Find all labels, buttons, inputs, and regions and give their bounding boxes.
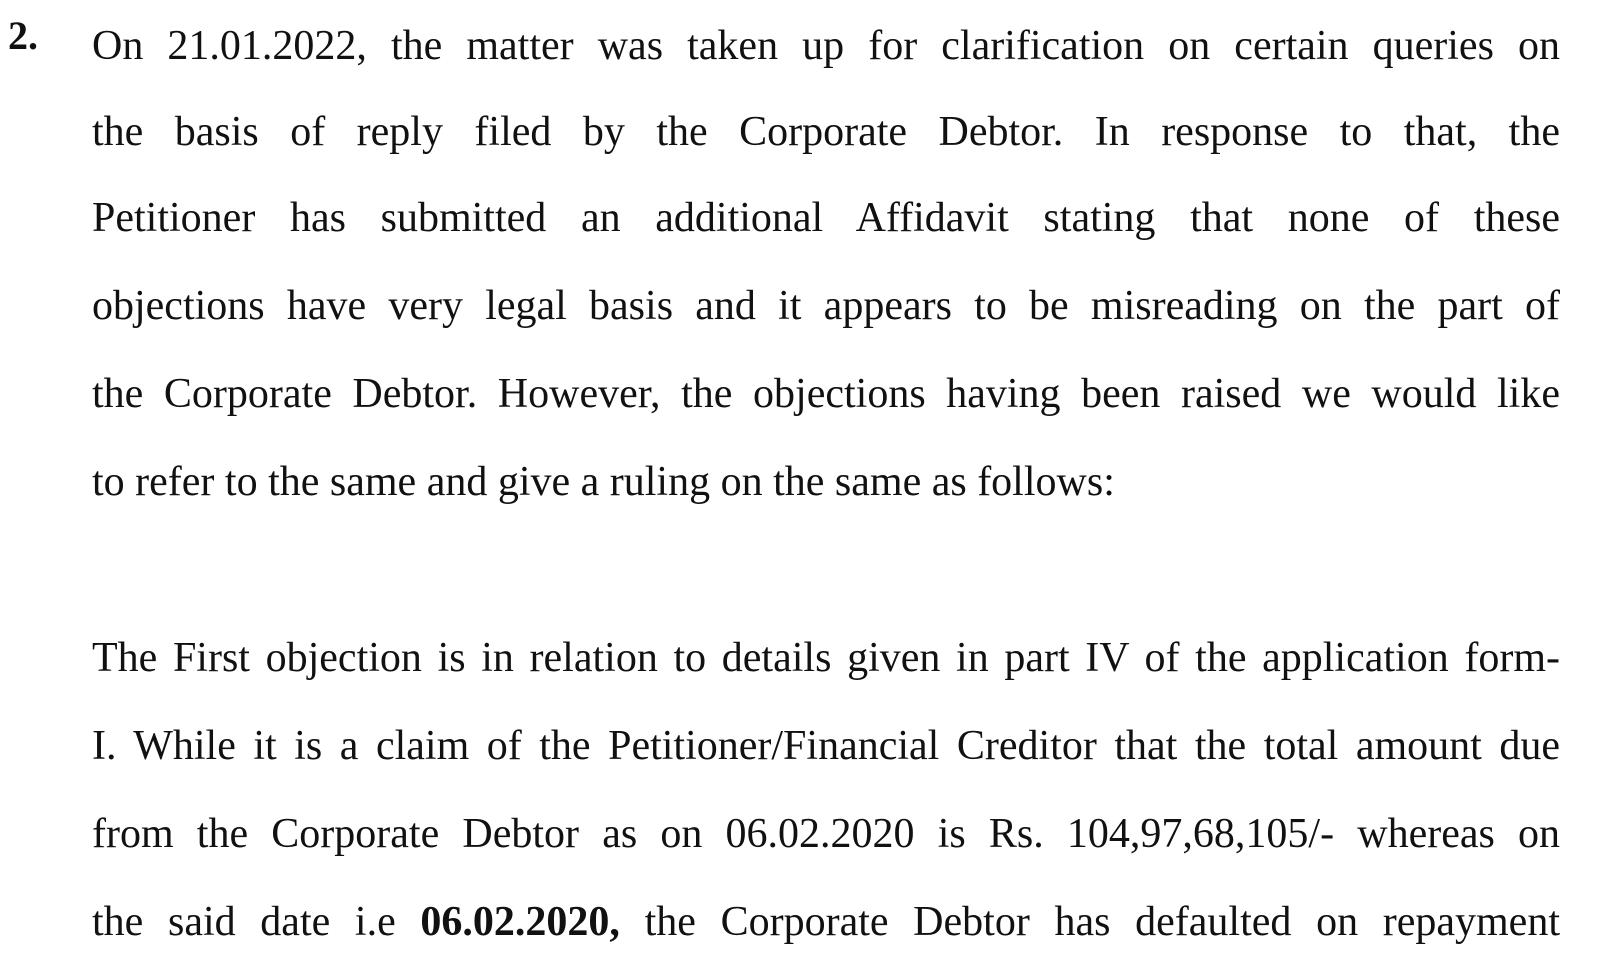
paragraph-line: Petitioner has submitted an additional Affidavit stating that none of these: [92, 195, 1560, 241]
objection-line: I. While it is a claim of the Petitioner/Financial Creditor that the total amount due: [92, 723, 1560, 769]
paragraph-line: the Corporate Debtor. However, the objections having been raised we would like: [92, 371, 1560, 417]
paragraph-line: to refer to the same and give a ruling on the same as follows:: [92, 459, 1115, 505]
objection-line-last: [92, 896, 1560, 948]
paragraph-line: objections have very legal basis and it appears to be misreading on the part of: [92, 283, 1560, 329]
objection-date-bold: 06.02.2020,: [420, 899, 620, 945]
paragraph-line: the basis of reply filed by the Corporate Debtor. In response to that, the: [92, 109, 1560, 155]
paragraph-line: On 21.01.2022, the matter was taken up for clarification on certain queries on: [92, 23, 1560, 69]
objection-text-before: the said date i.e: [92, 899, 421, 945]
objection-line: from the Corporate Debtor as on 06.02.2020 is Rs. 104,97,68,105/- whereas on: [92, 811, 1560, 857]
paragraph-number: 2.: [8, 13, 38, 58]
objection-text-after: the Corporate Debtor has defaulted on repayment: [619, 899, 1560, 945]
objection-line: The First objection is in relation to details given in part IV of the application form-: [92, 635, 1560, 681]
